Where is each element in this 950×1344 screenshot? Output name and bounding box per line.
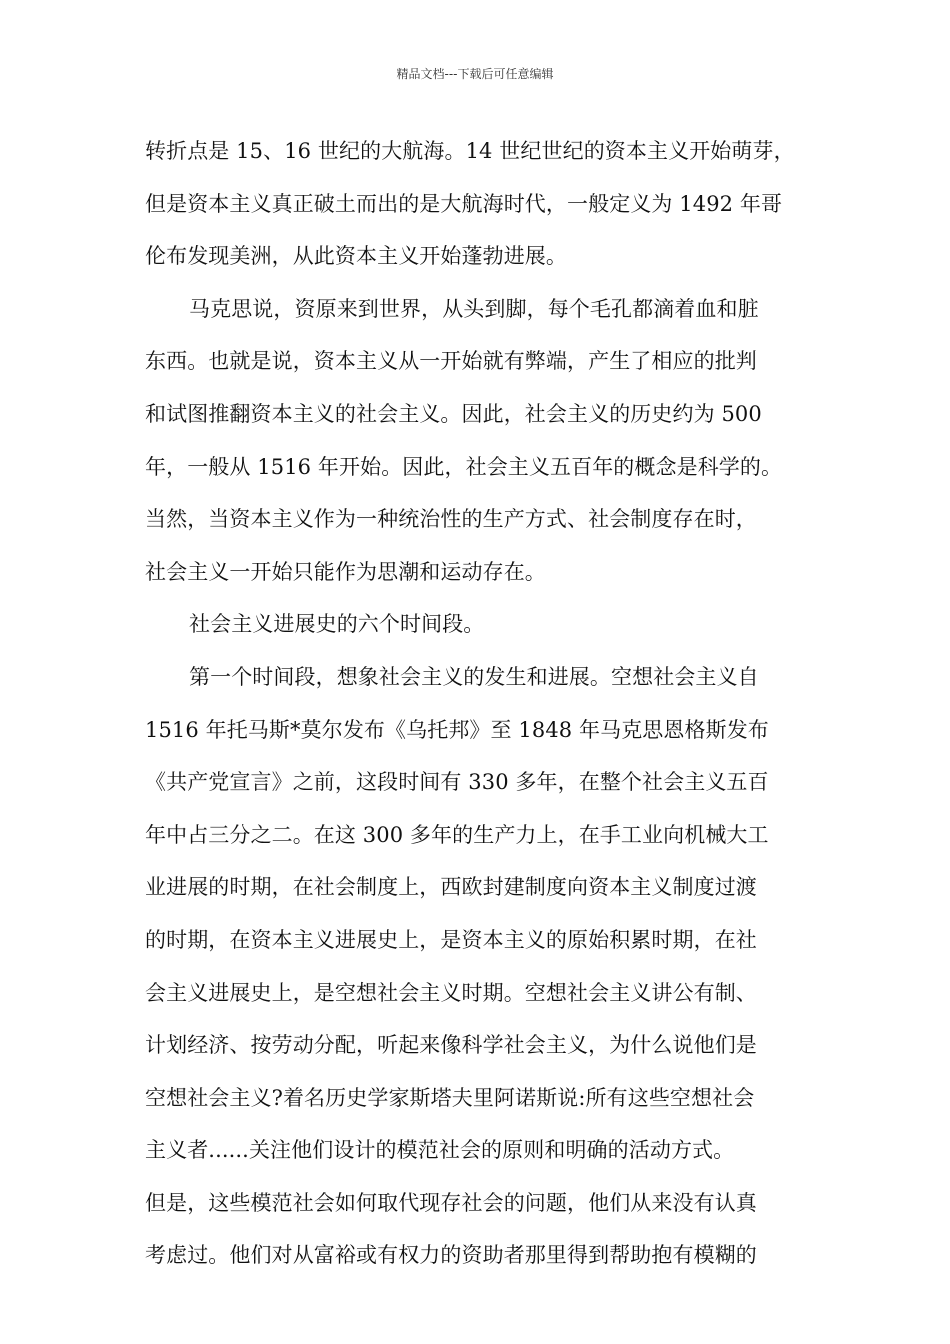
text-line: 当然，当资本主义作为一种统治性的生产方式、社会制度存在时， [145,507,757,532]
text-line: 的时期，在资本主义进展史上，是资本主义的原始积累时期，在社 [145,927,757,952]
text-line: 1516 年托马斯*莫尔发布《乌托邦》至 1848 年马克思恩格斯发布 [145,717,769,742]
text-line: 空想社会主义?着名历史学家斯塔夫里阿诺斯说:所有这些空想社会 [145,1085,755,1110]
text-line: 业进展的时期，在社会制度上，西欧封建制度向资本主义制度过渡 [145,875,757,900]
paragraph-first-line: 社会主义进展史的六个时间段。 [189,612,485,637]
text-line: 但是，这些模范社会如何取代现存社会的问题，他们从来没有认真 [145,1190,757,1215]
paragraph-first-line: 马克思说，资原来到世界，从头到脚，每个毛孔都滴着血和脏 [189,296,759,321]
text-line: 主义者......关注他们设计的模范社会的原则和明确的活动方式。 [145,1138,735,1163]
text-line: 但是资本主义真正破土而出的是大航海时代，一般定义为 1492 年哥 [145,191,783,216]
text-line: 社会主义一开始只能作为思潮和运动存在。 [145,559,546,584]
text-line: 考虑过。他们对从富裕或有权力的资助者那里得到帮助抱有模糊的 [145,1243,757,1268]
text-line: 伦布发现美洲，从此资本主义开始蓬勃进展。 [145,244,567,269]
text-line: 转折点是 15、16 世纪的大航海。14 世纪世纪的资本主义开始萌芽， [145,139,795,163]
text-line: 《共产党宣言》之前，这段时间有 330 多年，在整个社会主义五百 [145,770,769,795]
document-body [145,131,810,1288]
text-line: 年中占三分之二。在这 300 多年的生产力上，在手工业向机械大工 [145,822,769,847]
page-header: 精品文档---下载后可任意编辑 [396,67,554,81]
text-line: 和试图推翻资本主义的社会主义。因此，社会主义的历史约为 500 [145,401,762,426]
paragraph-first-line: 第一个时间段，想象社会主义的发生和进展。空想社会主义自 [189,664,759,689]
text-line: 会主义进展史上，是空想社会主义时期。空想社会主义讲公有制、 [145,980,757,1005]
text-line: 计划经济、按劳动分配，听起来像科学社会主义，为什么说他们是 [145,1033,757,1058]
text-line: 东西。也就是说，资本主义从一开始就有弊端，产生了相应的批判 [145,349,757,374]
text-line: 年，一般从 1516 年开始。因此，社会主义五百年的概念是科学的。 [145,454,783,479]
